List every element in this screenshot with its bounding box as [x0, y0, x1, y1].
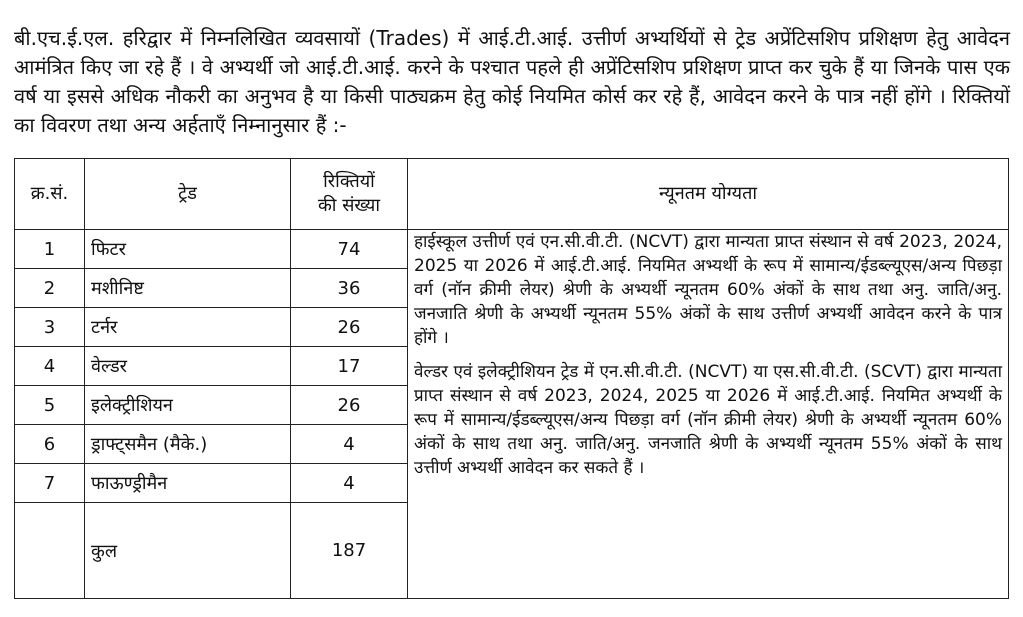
- intro-paragraph: बी.एच.ई.एल. हरिद्वार में निम्नलिखित व्यवसायों (Trades) में आई.टी.आई. उत्तीर्ण अभ्यर्थियों से ट्रेड अप्रेंटिसशिप प्रशिक्षण हेतु आवेदन आमंत्रित किए जा रहे हैं । वे अभ्यर्थी जो आई.टी.आई. करने के पश्चात पहले ही अप्रेंटिसशिप प्रशिक्षण प्राप्त कर चुके हैं या जिनके पास एक वर्ष या इससे अधिक नौकरी का अनुभव है या किसी पाठ्यक्रम हेतु कोई नियमित कोर्स कर रहे हैं, आवेदन करने के पात्र नहीं होंगे । रिक्तियों का विवरण तथा अन्य अर्हताएँ निम्नानुसार हैं :-: [14, 26, 1010, 137]
- vacancy-cell: 74: [291, 230, 408, 269]
- total-serial-cell: [15, 503, 85, 599]
- trade-cell: वेल्डर: [85, 347, 291, 386]
- vacancy-cell: 17: [291, 347, 408, 386]
- serial-cell: 4: [15, 347, 85, 386]
- trade-cell: इलेक्ट्रीशियन: [85, 386, 291, 425]
- vacancy-cell: 26: [291, 386, 408, 425]
- header-trade: ट्रेड: [85, 159, 291, 230]
- trade-cell: फाऊण्ड्रीमैन: [85, 464, 291, 503]
- total-vacancy-cell: 187: [291, 503, 408, 599]
- header-qualification: न्यूनतम योग्यता: [408, 159, 1009, 230]
- header-vacancies-line1: रिक्तियों: [323, 171, 375, 192]
- vacancy-table: [14, 158, 1009, 599]
- header-vacancies: [291, 159, 408, 230]
- trade-cell: टर्नर: [85, 308, 291, 347]
- total-label-cell: कुल: [85, 503, 291, 599]
- trade-cell: ड्राफ्ट्समैन (मैके.): [85, 425, 291, 464]
- qualification-paragraph-2: वेल्डर एवं इलेक्ट्रीशियन ट्रेड में एन.सी.वी.टी. (NCVT) या एस.सी.वी.टी. (SCVT) द्वारा मान्यता प्राप्त संस्थान से वर्ष 2023, 2024, 2025 या 2026 में आई.टी.आई. नियमित अभ्यर्थी के रूप में सामान्य/ईडब्ल्यूएस/अन्य पिछड़ा वर्ग (नॉन क्रीमी लेयर) श्रेणी के अभ्यर्थी न्यूनतम 60% अंकों के साथ तथा अनु. जाति/अनु. जनजाति श्रेणी के अभ्यर्थी न्यूनतम 55% अंकों के साथ उत्तीर्ण अभ्यर्थी आवेदन कर सकते हैं ।: [414, 362, 1002, 478]
- serial-cell: 7: [15, 464, 85, 503]
- header-vacancies-line2: की संख्या: [317, 195, 380, 216]
- serial-cell: 1: [15, 230, 85, 269]
- table-row: [15, 230, 1009, 269]
- serial-cell: 3: [15, 308, 85, 347]
- vacancy-cell: 26: [291, 308, 408, 347]
- header-serial: क्र.सं.: [15, 159, 85, 230]
- trade-cell: फिटर: [85, 230, 291, 269]
- serial-cell: 5: [15, 386, 85, 425]
- qualification-cell: [408, 230, 1009, 599]
- trade-cell: मशीनिष्ट: [85, 269, 291, 308]
- vacancy-cell: 36: [291, 269, 408, 308]
- qualification-paragraph-1: हाईस्कूल उत्तीर्ण एवं एन.सी.वी.टी. (NCVT) द्वारा मान्यता प्राप्त संस्थान से वर्ष 2023, 2024, 2025 या 2026 में आई.टी.आई. नियमित अभ्यर्थी के रूप में सामान्य/ईडब्ल्यूएस/अन्य पिछड़ा वर्ग (नॉन क्रीमी लेयर) श्रेणी के अभ्यर्थी न्यूनतम 60% अंकों के साथ तथा अनु. जाति/अनु. जनजाति श्रेणी के अभ्यर्थी न्यूनतम 55% अंकों के साथ उत्तीर्ण अभ्यर्थी आवेदन करने के पात्र होंगे ।: [414, 232, 1002, 348]
- table-header-row: [15, 159, 1009, 230]
- vacancy-cell: 4: [291, 425, 408, 464]
- vacancy-cell: 4: [291, 464, 408, 503]
- serial-cell: 6: [15, 425, 85, 464]
- serial-cell: 2: [15, 269, 85, 308]
